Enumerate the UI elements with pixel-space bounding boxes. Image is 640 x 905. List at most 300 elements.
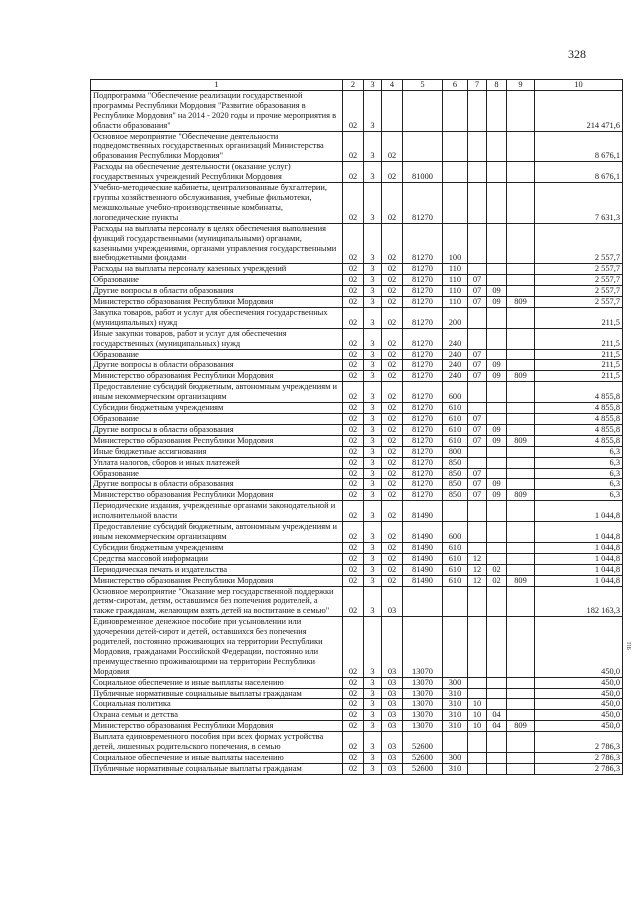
code-cell: 81270 <box>403 349 443 360</box>
code-cell: 07 <box>468 468 487 479</box>
row-name-cell: Министерство образования Республики Мордовия <box>91 490 343 501</box>
code-cell: 09 <box>487 371 507 382</box>
code-cell: 03 <box>382 699 403 710</box>
code-cell: 02 <box>382 564 403 575</box>
table-row <box>91 90 623 131</box>
code-cell: 3 <box>364 710 382 721</box>
code-cell: 02 <box>343 586 364 617</box>
code-cell: 3 <box>364 732 382 753</box>
code-cell: 610 <box>443 542 468 553</box>
code-cell: 13070 <box>403 688 443 699</box>
code-cell: 02 <box>343 371 364 382</box>
code-cell: 02 <box>343 307 364 328</box>
code-cell <box>468 617 487 677</box>
code-cell <box>468 264 487 275</box>
code-cell <box>507 286 535 297</box>
code-cell <box>507 732 535 753</box>
code-cell <box>443 183 468 224</box>
code-cell <box>468 501 487 522</box>
row-name-cell: Министерство образования Республики Мордовия <box>91 721 343 732</box>
code-cell: 850 <box>443 490 468 501</box>
code-cell <box>507 360 535 371</box>
code-cell <box>507 307 535 328</box>
amount-cell: 4 855,8 <box>535 424 623 435</box>
code-cell <box>468 522 487 543</box>
code-cell: 81270 <box>403 414 443 425</box>
code-cell: 02 <box>382 457 403 468</box>
code-cell: 110 <box>443 286 468 297</box>
table-row <box>91 360 623 371</box>
row-name-cell: Субсидии бюджетным учреждениям <box>91 542 343 553</box>
code-cell: 02 <box>382 223 403 264</box>
code-cell <box>487 522 507 543</box>
amount-cell: 1 044,8 <box>535 575 623 586</box>
code-cell <box>487 617 507 677</box>
code-cell <box>507 131 535 162</box>
code-cell <box>507 328 535 349</box>
code-cell: 81270 <box>403 382 443 403</box>
code-cell <box>487 542 507 553</box>
table-row <box>91 732 623 753</box>
amount-cell: 2 786,3 <box>535 763 623 774</box>
code-cell: 3 <box>364 131 382 162</box>
row-name-cell: Иные бюджетные ассигнования <box>91 446 343 457</box>
table-row <box>91 490 623 501</box>
amount-cell: 6,3 <box>535 457 623 468</box>
code-cell: 02 <box>382 542 403 553</box>
code-cell: 02 <box>382 424 403 435</box>
row-name-cell: Подпрограмма "Обеспечение реализации государственной программы Республики Мордовия "Развитие образования в Республике Мордовия" на 2014 - 2020 годы и прочие мероприятия в области образования" <box>91 90 343 131</box>
code-cell: 3 <box>364 699 382 710</box>
table-row <box>91 382 623 403</box>
code-cell: 02 <box>382 490 403 501</box>
code-cell: 600 <box>443 382 468 403</box>
row-name-cell: Предоставление субсидий бюджетным, автономным учреждениям и иным некоммерческим организациям <box>91 382 343 403</box>
code-cell <box>507 275 535 286</box>
code-cell: 81270 <box>403 490 443 501</box>
code-cell: 02 <box>343 688 364 699</box>
code-cell: 07 <box>468 414 487 425</box>
code-cell: 3 <box>364 753 382 764</box>
code-cell: 02 <box>343 275 364 286</box>
code-cell: 02 <box>382 382 403 403</box>
code-cell: 81270 <box>403 479 443 490</box>
header-row <box>91 80 623 91</box>
row-name-cell: Министерство образования Республики Мордовия <box>91 297 343 308</box>
table-row <box>91 617 623 677</box>
code-cell: 3 <box>364 223 382 264</box>
amount-cell: 6,3 <box>535 468 623 479</box>
code-cell: 81490 <box>403 522 443 543</box>
code-cell: 3 <box>364 457 382 468</box>
code-cell: 3 <box>364 501 382 522</box>
code-cell: 09 <box>487 490 507 501</box>
row-name-cell: Предоставление субсидий бюджетным, автономным учреждениям и иным некоммерческим организациям <box>91 522 343 543</box>
code-cell: 3 <box>364 403 382 414</box>
code-cell <box>507 264 535 275</box>
code-cell: 3 <box>364 371 382 382</box>
code-cell: 3 <box>364 522 382 543</box>
code-cell: 610 <box>443 575 468 586</box>
table-row <box>91 575 623 586</box>
amount-cell: 1 044,8 <box>535 553 623 564</box>
code-cell: 850 <box>443 468 468 479</box>
code-cell <box>507 710 535 721</box>
code-cell: 02 <box>382 328 403 349</box>
code-cell: 02 <box>382 286 403 297</box>
code-cell: 02 <box>382 275 403 286</box>
code-cell <box>487 162 507 183</box>
table-row <box>91 223 623 264</box>
code-cell: 07 <box>468 297 487 308</box>
row-name-cell: Основное мероприятие "Обеспечение деятельности подведомственных государственных организаций Министерства образования Республики Мордовия" <box>91 131 343 162</box>
code-cell <box>507 677 535 688</box>
amount-cell: 6,3 <box>535 446 623 457</box>
code-cell: 52600 <box>403 763 443 774</box>
code-cell <box>487 677 507 688</box>
table-row <box>91 542 623 553</box>
code-cell: 81270 <box>403 286 443 297</box>
code-cell: 02 <box>343 753 364 764</box>
header-cell: 7 <box>468 80 487 91</box>
code-cell: 81270 <box>403 275 443 286</box>
code-cell: 3 <box>364 435 382 446</box>
code-cell: 02 <box>343 542 364 553</box>
code-cell: 850 <box>443 457 468 468</box>
table-row <box>91 307 623 328</box>
table-body <box>91 90 623 774</box>
code-cell: 610 <box>443 424 468 435</box>
code-cell: 310 <box>443 699 468 710</box>
amount-cell: 4 855,8 <box>535 382 623 403</box>
code-cell: 110 <box>443 264 468 275</box>
row-name-cell: Уплата налогов, сборов и иных платежей <box>91 457 343 468</box>
amount-cell: 450,0 <box>535 688 623 699</box>
code-cell: 02 <box>343 479 364 490</box>
code-cell <box>487 501 507 522</box>
code-cell <box>468 753 487 764</box>
row-name-cell: Расходы на выплаты персоналу в целях обеспечения выполнения функций государственными (муниципальными) органами, казенными учреждениями, органами управления государственными внебюджетными фондами <box>91 223 343 264</box>
page-number: 328 <box>568 47 586 61</box>
code-cell: 3 <box>364 307 382 328</box>
amount-cell: 2 557,7 <box>535 223 623 264</box>
code-cell <box>468 688 487 699</box>
code-cell: 02 <box>382 360 403 371</box>
code-cell: 81270 <box>403 360 443 371</box>
table-row <box>91 501 623 522</box>
header-cell: 1 <box>91 80 343 91</box>
code-cell <box>487 414 507 425</box>
row-name-cell: Другие вопросы в области образования <box>91 286 343 297</box>
margin-mark: ПБ <box>624 642 631 650</box>
code-cell <box>487 90 507 131</box>
amount-cell: 1 044,8 <box>535 542 623 553</box>
code-cell: 02 <box>382 501 403 522</box>
code-cell: 07 <box>468 349 487 360</box>
code-cell <box>507 479 535 490</box>
code-cell: 81270 <box>403 297 443 308</box>
code-cell: 03 <box>382 710 403 721</box>
amount-cell: 8 676,1 <box>535 131 623 162</box>
code-cell: 300 <box>443 753 468 764</box>
code-cell: 3 <box>364 575 382 586</box>
row-name-cell: Учебно-методические кабинеты, централизованные бухгалтерии, группы хозяйственного обслуживания, учебные фильмотеки, межшкольные учебно-производственные комбинаты, логопедические пункты <box>91 183 343 224</box>
code-cell: 81270 <box>403 446 443 457</box>
code-cell: 02 <box>487 564 507 575</box>
code-cell: 310 <box>443 688 468 699</box>
code-cell: 02 <box>343 131 364 162</box>
code-cell: 07 <box>468 275 487 286</box>
code-cell <box>507 542 535 553</box>
code-cell: 3 <box>364 382 382 403</box>
code-cell: 02 <box>343 162 364 183</box>
code-cell: 3 <box>364 688 382 699</box>
code-cell: 02 <box>382 403 403 414</box>
code-cell: 800 <box>443 446 468 457</box>
code-cell: 02 <box>343 328 364 349</box>
amount-cell: 1 044,8 <box>535 564 623 575</box>
amount-cell: 6,3 <box>535 479 623 490</box>
code-cell <box>507 90 535 131</box>
header-cell: 5 <box>403 80 443 91</box>
code-cell: 07 <box>468 479 487 490</box>
code-cell: 09 <box>487 286 507 297</box>
code-cell <box>468 183 487 224</box>
amount-cell: 211,5 <box>535 371 623 382</box>
code-cell <box>507 553 535 564</box>
code-cell <box>468 307 487 328</box>
code-cell <box>468 542 487 553</box>
row-name-cell: Средства массовой информации <box>91 553 343 564</box>
row-name-cell: Образование <box>91 414 343 425</box>
code-cell <box>443 617 468 677</box>
code-cell: 10 <box>468 721 487 732</box>
code-cell: 02 <box>343 490 364 501</box>
code-cell: 02 <box>343 457 364 468</box>
code-cell: 09 <box>487 479 507 490</box>
code-cell <box>487 223 507 264</box>
table-row <box>91 371 623 382</box>
code-cell <box>507 501 535 522</box>
code-cell <box>487 468 507 479</box>
table-row <box>91 677 623 688</box>
row-name-cell: Основное мероприятие "Оказание мер государственной поддержки детям-сиротам, детям, оставшимся без попечения родителей, а также гражданам, желающим взять детей на воспитание в семью" <box>91 586 343 617</box>
code-cell: 02 <box>382 297 403 308</box>
code-cell <box>507 617 535 677</box>
code-cell: 52600 <box>403 732 443 753</box>
code-cell <box>507 564 535 575</box>
code-cell <box>507 382 535 403</box>
code-cell: 02 <box>382 522 403 543</box>
code-cell: 13070 <box>403 617 443 677</box>
table-row <box>91 435 623 446</box>
code-cell: 03 <box>382 688 403 699</box>
code-cell: 3 <box>364 162 382 183</box>
row-name-cell: Периодическая печать и издательства <box>91 564 343 575</box>
code-cell: 02 <box>343 564 364 575</box>
row-name-cell: Образование <box>91 275 343 286</box>
code-cell: 03 <box>382 677 403 688</box>
code-cell <box>487 183 507 224</box>
code-cell <box>443 162 468 183</box>
code-cell: 02 <box>343 403 364 414</box>
row-name-cell: Образование <box>91 468 343 479</box>
code-cell: 110 <box>443 275 468 286</box>
code-cell <box>487 699 507 710</box>
code-cell <box>507 414 535 425</box>
row-name-cell: Публичные нормативные социальные выплаты гражданам <box>91 763 343 774</box>
code-cell: 809 <box>507 297 535 308</box>
code-cell <box>507 468 535 479</box>
code-cell: 3 <box>364 564 382 575</box>
code-cell: 02 <box>343 501 364 522</box>
code-cell: 81270 <box>403 424 443 435</box>
code-cell: 3 <box>364 286 382 297</box>
code-cell <box>487 553 507 564</box>
amount-cell: 450,0 <box>535 710 623 721</box>
code-cell <box>443 501 468 522</box>
table-row <box>91 753 623 764</box>
code-cell <box>487 382 507 403</box>
code-cell: 809 <box>507 575 535 586</box>
code-cell: 3 <box>364 183 382 224</box>
row-name-cell: Субсидии бюджетным учреждениям <box>91 403 343 414</box>
code-cell: 850 <box>443 479 468 490</box>
code-cell <box>468 328 487 349</box>
amount-cell: 8 676,1 <box>535 162 623 183</box>
table-row <box>91 468 623 479</box>
table-row <box>91 183 623 224</box>
code-cell: 240 <box>443 328 468 349</box>
code-cell: 3 <box>364 90 382 131</box>
code-cell: 3 <box>364 479 382 490</box>
amount-cell: 1 044,8 <box>535 522 623 543</box>
code-cell: 02 <box>382 435 403 446</box>
code-cell: 240 <box>443 349 468 360</box>
table-row <box>91 553 623 564</box>
amount-cell: 450,0 <box>535 617 623 677</box>
code-cell <box>487 349 507 360</box>
code-cell: 3 <box>364 617 382 677</box>
code-cell <box>403 131 443 162</box>
code-cell: 02 <box>487 575 507 586</box>
amount-cell: 4 855,8 <box>535 403 623 414</box>
table-row <box>91 710 623 721</box>
header-cell: 9 <box>507 80 535 91</box>
code-cell: 3 <box>364 360 382 371</box>
code-cell: 809 <box>507 721 535 732</box>
code-cell: 03 <box>382 586 403 617</box>
code-cell: 10 <box>468 699 487 710</box>
table-row <box>91 586 623 617</box>
code-cell <box>403 586 443 617</box>
amount-cell: 211,5 <box>535 328 623 349</box>
code-cell <box>468 446 487 457</box>
code-cell: 610 <box>443 414 468 425</box>
code-cell: 3 <box>364 763 382 774</box>
code-cell: 07 <box>468 490 487 501</box>
amount-cell: 450,0 <box>535 677 623 688</box>
code-cell: 02 <box>382 264 403 275</box>
code-cell <box>507 162 535 183</box>
code-cell: 100 <box>443 223 468 264</box>
code-cell: 02 <box>343 763 364 774</box>
row-name-cell: Публичные нормативные социальные выплаты гражданам <box>91 688 343 699</box>
code-cell: 04 <box>487 721 507 732</box>
code-cell: 02 <box>343 468 364 479</box>
amount-cell: 214 471,6 <box>535 90 623 131</box>
code-cell <box>468 732 487 753</box>
row-name-cell: Министерство образования Республики Мордовия <box>91 435 343 446</box>
code-cell: 02 <box>343 264 364 275</box>
code-cell: 02 <box>382 553 403 564</box>
code-cell: 02 <box>343 699 364 710</box>
code-cell <box>507 522 535 543</box>
code-cell: 02 <box>343 414 364 425</box>
table-row <box>91 522 623 543</box>
code-cell: 02 <box>343 710 364 721</box>
code-cell <box>507 446 535 457</box>
table-row <box>91 297 623 308</box>
code-cell: 81270 <box>403 307 443 328</box>
code-cell: 3 <box>364 328 382 349</box>
amount-cell: 450,0 <box>535 699 623 710</box>
row-name-cell: Министерство образования Республики Мордовия <box>91 371 343 382</box>
code-cell: 81270 <box>403 183 443 224</box>
code-cell: 610 <box>443 564 468 575</box>
amount-cell: 450,0 <box>535 721 623 732</box>
code-cell <box>468 457 487 468</box>
code-cell <box>443 90 468 131</box>
code-cell: 04 <box>487 710 507 721</box>
code-cell: 02 <box>343 553 364 564</box>
row-name-cell: Министерство образования Республики Мордовия <box>91 575 343 586</box>
code-cell <box>468 90 487 131</box>
code-cell: 3 <box>364 349 382 360</box>
code-cell: 200 <box>443 307 468 328</box>
code-cell: 02 <box>382 371 403 382</box>
table-row <box>91 721 623 732</box>
code-cell: 52600 <box>403 753 443 764</box>
table-row <box>91 446 623 457</box>
code-cell: 02 <box>382 468 403 479</box>
amount-cell: 1 044,8 <box>535 501 623 522</box>
amount-cell: 2 557,7 <box>535 286 623 297</box>
row-name-cell: Социальное обеспечение и иные выплаты населению <box>91 753 343 764</box>
table-row <box>91 328 623 349</box>
code-cell: 81270 <box>403 328 443 349</box>
code-cell: 02 <box>343 382 364 403</box>
code-cell <box>487 275 507 286</box>
table-row <box>91 286 623 297</box>
table-row <box>91 479 623 490</box>
code-cell: 3 <box>364 677 382 688</box>
table-row <box>91 699 623 710</box>
code-cell <box>487 328 507 349</box>
amount-cell: 211,5 <box>535 349 623 360</box>
code-cell: 13070 <box>403 677 443 688</box>
code-cell: 09 <box>487 360 507 371</box>
code-cell: 81490 <box>403 575 443 586</box>
code-cell: 81270 <box>403 371 443 382</box>
code-cell: 310 <box>443 763 468 774</box>
header-cell: 8 <box>487 80 507 91</box>
table-row <box>91 403 623 414</box>
table-row <box>91 457 623 468</box>
code-cell <box>487 732 507 753</box>
row-name-cell: Выплата единовременного пособия при всех формах устройства детей, лишенных родительского попечения, в семью <box>91 732 343 753</box>
amount-cell: 211,5 <box>535 307 623 328</box>
